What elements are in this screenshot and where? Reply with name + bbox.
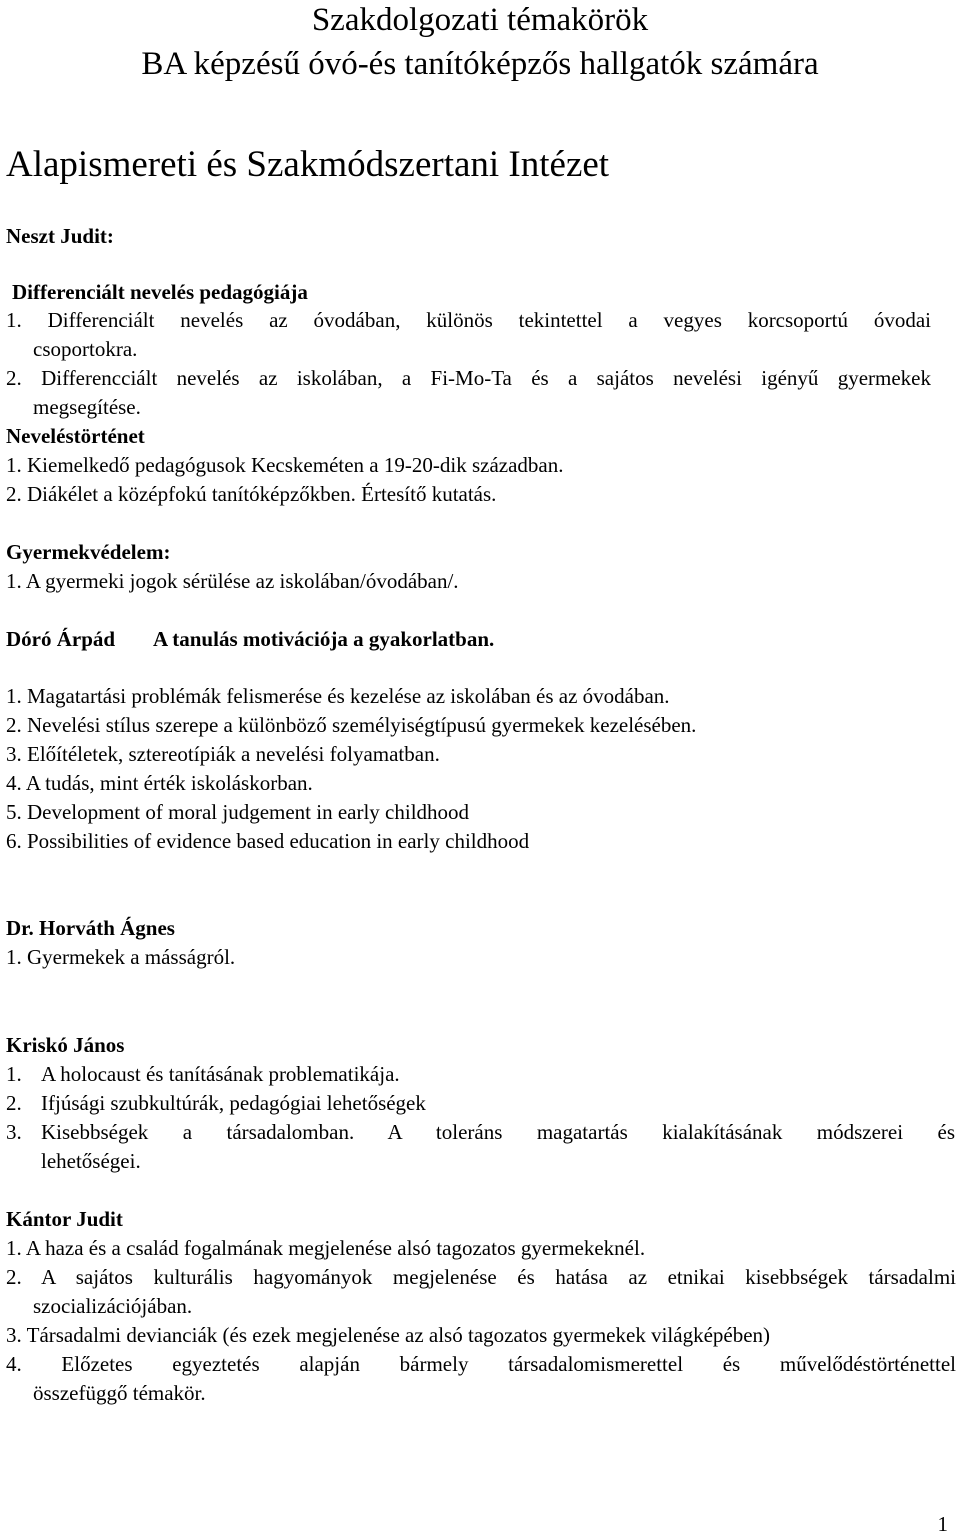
list-item: 2. A sajátos kulturális hagyományok megjelenése és hatása az etnikai kisebbségek társadalmi <box>6 1265 956 1289</box>
list-item: 1. A gyermeki jogok sérülése az iskolában/óvodában/. <box>6 569 459 593</box>
list-item: megsegítése. <box>33 395 141 419</box>
list-item: 2. Nevelési stílus szerepe a különböző személyiségtípusú gyermekek kezelésében. <box>6 713 697 737</box>
list-item: csoportokra. <box>33 337 138 361</box>
institute-heading: Alapismereti és Szakmódszertani Intézet <box>6 144 610 185</box>
list-item: 1. A haza és a család fogalmának megjelenése alsó tagozatos gyermekeknél. <box>6 1236 646 1260</box>
teacher-name-neszt: Neszt Judit: <box>6 224 114 248</box>
list-item: 3. Társadalmi devianciák (és ezek megjelenése az alsó tagozatos gyermekek világképében) <box>6 1323 771 1347</box>
list-item: Ifjúsági szubkultúrák, pedagógiai lehetőségek <box>41 1091 426 1115</box>
list-item: 1. Differenciált nevelés az óvodában, különös tekintettel a vegyes korcsoportú óvodai <box>6 308 931 332</box>
subject-heading: Gyermekvédelem: <box>6 540 171 564</box>
page-number: 1 <box>937 1512 948 1536</box>
subject-heading: A tanulás motivációja a gyakorlatban. <box>153 627 495 651</box>
document-title-line2: BA képzésű óvó-és tanítóképzős hallgatók számára <box>141 46 819 82</box>
list-item: 4. A tudás, mint érték iskoláskorban. <box>6 771 313 795</box>
list-item: 2. Differencciált nevelés az iskolában, a Fi-Mo-Ta és a sajátos nevelési igényű gyermekek <box>6 366 931 390</box>
list-item: 5. Development of moral judgement in early childhood <box>6 800 470 824</box>
list-item: 1. Gyermekek a másságról. <box>6 945 236 969</box>
list-item: 1. Kiemelkedő pedagógusok Kecskeméten a 19-20-dik században. <box>6 453 564 477</box>
teacher-name-kantor: Kántor Judit <box>6 1207 123 1231</box>
list-item-number: 3. <box>6 1120 22 1144</box>
list-item: 4. Előzetes egyeztetés alapján bármely társadalomismerettel és művelődéstörténettel <box>6 1352 956 1376</box>
list-item: összefüggő témakör. <box>33 1381 206 1405</box>
list-item: lehetőségei. <box>41 1149 141 1173</box>
list-item: 1. Magatartási problémák felismerése és kezelése az iskolában és az óvodában. <box>6 684 670 708</box>
list-item: 2. Diákélet a középfokú tanítóképzőkben. Értesítő kutatás. <box>6 482 497 506</box>
list-item: 6. Possibilities of evidence based education in early childhood <box>6 829 530 853</box>
list-item: A holocaust és tanításának problematikája. <box>41 1062 400 1086</box>
subject-heading: Neveléstörténet <box>6 424 145 448</box>
subject-heading: Differenciált nevelés pedagógiája <box>12 280 308 304</box>
teacher-name-krisko: Kriskó János <box>6 1033 125 1057</box>
document-title-line1: Szakdolgozati témakörök <box>311 2 649 38</box>
list-item: szocializációjában. <box>33 1294 193 1318</box>
list-item: 3. Előítéletek, sztereotípiák a nevelési folyamatban. <box>6 742 440 766</box>
list-item-number: 1. <box>6 1062 22 1086</box>
list-item-number: 2. <box>6 1091 22 1115</box>
teacher-name-doro: Dóró Árpád <box>6 627 116 651</box>
list-item: Kisebbségek a társadalomban. A toleráns magatartás kialakításának módszerei és <box>41 1120 955 1144</box>
teacher-name-horvath: Dr. Horváth Ágnes <box>6 916 175 940</box>
